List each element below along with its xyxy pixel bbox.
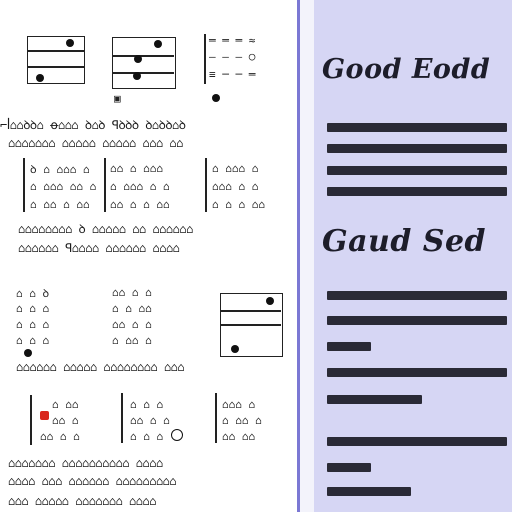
- table-cell-glyphs: ⌂⌂ ⌂ ⌂ ⌂⌂: [110, 198, 170, 211]
- text-line: [327, 291, 507, 300]
- table-cell-glyphs: ⌂⌂ ⌂ ⌂⌂⌂: [110, 162, 163, 175]
- diagram-dot: [212, 94, 220, 102]
- grid-glyphs: ⌂ ⌂ ⌂⌂: [112, 302, 152, 315]
- diagram-dot: [134, 55, 142, 63]
- text-line: [327, 123, 507, 132]
- text-line: [327, 316, 507, 325]
- table-cell-glyphs: ⌂ ⌂⌂⌂ ⌂ ⌂: [110, 180, 170, 193]
- table-line: [121, 393, 123, 443]
- text-line: [327, 437, 507, 446]
- grid-glyphs: ⌂ ⌂ ⌂: [16, 302, 50, 315]
- table-cell-glyphs: ⌂⌂⌂ ⌂: [222, 398, 256, 411]
- diagram-glyph: ═ ═ ═ ≈: [209, 34, 256, 47]
- red-marker: [40, 411, 49, 420]
- table-line: [23, 158, 25, 212]
- diagram-line: [204, 34, 206, 84]
- diagram-line: [112, 72, 174, 74]
- table-cell-glyphs: ⌂ ⌂ ⌂ ⌂⌂: [212, 198, 265, 211]
- text-line: [327, 187, 507, 196]
- table-line: [205, 158, 207, 212]
- text-line: [327, 342, 371, 351]
- table-cell-glyphs: ⌂⌂ ⌂: [52, 414, 79, 427]
- table-cell-glyphs: ⌂ ⌂⌂⌂ ⌂: [212, 162, 259, 175]
- page-gutter: [300, 0, 314, 512]
- body-text-glyphs: ⌂⌂⌂ ⌂⌂⌂⌂⌂ ⌂⌂⌂⌂⌂⌂⌂ ⌂⌂⌂⌂: [8, 494, 156, 508]
- diagram-line: [112, 55, 174, 57]
- body-text-glyphs: ⌂⌂⌂⌂⌂⌂⌂ ⌂⌂⌂⌂⌂ ⌂⌂⌂⌂⌂ ⌂⌂⌂ ⌂⌂: [8, 136, 183, 150]
- grid-glyphs: ⌂ ⌂⌂ ⌂: [112, 334, 152, 347]
- diagram-line: [220, 324, 281, 326]
- grid-glyphs: ⌂ ⌂ ⌂: [16, 318, 50, 331]
- text-line: [327, 463, 371, 472]
- table-cell-glyphs: ⌂ ⌂⌂ ⌂: [222, 414, 262, 427]
- diagram-dot: [66, 39, 74, 47]
- diagram-line: [27, 66, 85, 68]
- diagram-dot: [266, 297, 274, 305]
- right-page-heading-1: Good Eodd: [322, 54, 491, 85]
- diagram-glyph: ≡ ─ ─ ═: [209, 68, 256, 81]
- table-line: [104, 158, 106, 212]
- table-cell-glyphs: ⌂⌂ ⌂ ⌂: [40, 430, 80, 443]
- text-line: [327, 368, 507, 377]
- text-line: [327, 144, 507, 153]
- grid-dot: [24, 349, 32, 357]
- body-text-glyphs: ⌂⌂⌂⌂⌂⌂ ⌂⌂⌂⌂⌂ ⌂⌂⌂⌂⌂⌂⌂⌂ ⌂⌂⌂: [16, 360, 185, 374]
- table-cell-glyphs: ⌂ ⌂ ⌂: [130, 430, 164, 443]
- grid-glyphs: ⌂⌂ ⌂ ⌂: [112, 318, 152, 331]
- table-line: [215, 393, 217, 443]
- body-text-glyphs: ⌂⌂⌂⌂ ⌂⌂⌂ ⌂⌂⌂⌂⌂⌂ ⌂⌂⌂⌂⌂⌂⌂⌂⌂: [8, 474, 177, 488]
- table-cell-glyphs: ⌂⌂⌂ ⌂ ⌂: [212, 180, 259, 193]
- right-page-heading-2: Gaud Sed: [322, 224, 487, 259]
- diagram-glyph: ▣: [114, 92, 121, 105]
- text-line: [327, 166, 507, 175]
- grid-glyphs: ⌂⌂ ⌂ ⌂: [112, 286, 152, 299]
- table-cell-glyphs: ⌂ ⌂ ⌂: [130, 398, 164, 411]
- table-cell-glyphs: ꝺ ⌂ ⌂⌂⌂ ⌂: [30, 163, 90, 176]
- diagram-dot: [231, 345, 239, 353]
- grid-glyphs: ⌂ ⌂ ⌂: [16, 334, 50, 347]
- grid-glyphs: ⌂ ⌂ ꝺ: [16, 287, 50, 300]
- diagram-dot: [154, 40, 162, 48]
- body-text-glyphs: ⌂⌂⌂⌂⌂⌂⌂⌂ ꝺ ⌂⌂⌂⌂⌂ ⌂⌂ ⌂⌂⌂⌂⌂⌂: [18, 222, 193, 236]
- diagram-glyph: — — — ○: [209, 50, 256, 63]
- table-cell-glyphs: ⌂ ⌂⌂⌂ ⌂⌂ ⌂: [30, 180, 97, 193]
- table-cell-glyphs: ⌂ ⌂⌂ ⌂ ⌂⌂: [30, 198, 90, 211]
- diagram-dot: [36, 74, 44, 82]
- table-line: [30, 395, 32, 445]
- body-text-glyphs: ⌐ꟾ⌂⌂ꝺꝺ⌂ ꝋ⌂⌂⌂ ꝺ⌂ꝺ ꟼꝺꝺꝺ ꝺ⌂ꝺꝺ⌂ꝺ: [0, 118, 186, 132]
- body-text-glyphs: ⌂⌂⌂⌂⌂⌂ ꟼ⌂⌂⌂⌂ ⌂⌂⌂⌂⌂⌂ ⌂⌂⌂⌂: [18, 241, 180, 255]
- table-cell-glyphs: ⌂⌂ ⌂⌂: [222, 430, 256, 443]
- diagram-frame: [112, 37, 176, 89]
- table-cell-glyphs: ⌂⌂ ⌂ ⌂: [130, 414, 170, 427]
- body-text-glyphs: ⌂⌂⌂⌂⌂⌂⌂ ⌂⌂⌂⌂⌂⌂⌂⌂⌂⌂ ⌂⌂⌂⌂: [8, 456, 163, 470]
- diagram-line: [27, 50, 85, 52]
- diagram-line: [220, 310, 281, 312]
- text-line: [327, 487, 411, 496]
- table-cell-glyphs: ⌂ ⌂⌂: [52, 398, 79, 411]
- diagram-ring: [171, 429, 183, 441]
- diagram-dot: [133, 72, 141, 80]
- text-line: [327, 395, 422, 404]
